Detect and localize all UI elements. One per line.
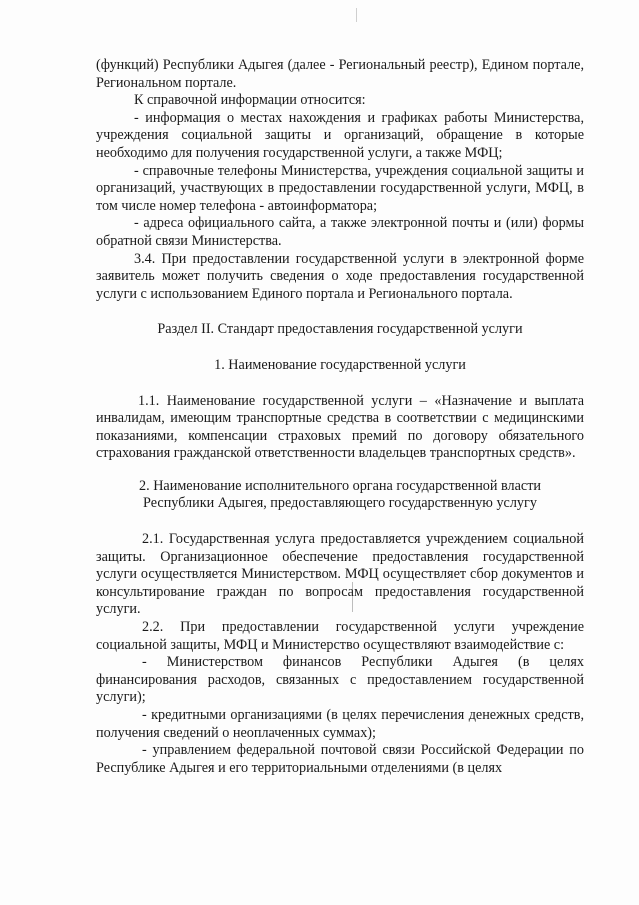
paragraph-2-2-item-finance: - Министерством финансов Республики Адыгея (в целях финансирования расходов, связанных с предоставлением государственной услуги);: [96, 654, 584, 706]
paragraph-2-2-item-credit: - кредитными организациями (в целях перечисления денежных средств, получения сведений о неоплаченных суммах);: [96, 707, 584, 741]
paragraph-list-item-phones: - справочные телефоны Министерства, учреждения социальной защиты и организаций, участвующих в предоставлении государственной услуги, МФЦ, в том числе номер телефона - автоинформатора;: [96, 162, 584, 214]
paragraph-2-2: 2.2. При предоставлении государственной услуги учреждение социальной защиты, МФЦ и Министерство осуществляют взаимодействие с:: [96, 619, 584, 653]
paragraph-1-1: 1.1. Наименование государственной услуги – «Назначение и выплата инвалидам, имеющим транспортные средства в соответствии с медицинскими показаниями, компенсации страховых премий по договору обязательного страхования гражданской ответственности владельцев транспортных средств».: [96, 392, 584, 462]
paragraph-3-4: 3.4. При предоставлении государственной услуги в электронной форме заявитель может получить сведения о ходе предоставления государственной услуги с использованием Единого портала и Регионального портала.: [96, 250, 584, 302]
subsection-2-title-line-2: Республики Адыгея, предоставляющего государственную услугу: [143, 495, 537, 512]
paragraph-list-item-addresses: - адреса официального сайта, а также электронной почты и (или) формы обратной связи Министерства.: [96, 215, 584, 249]
paragraph-2-2-item-post: - управлением федеральной почтовой связи Российской Федерации по Республике Адыгея и его территориальными отделениями (в целях: [96, 742, 584, 776]
paragraph-list-item-locations: - информация о местах нахождения и графиках работы Министерства, учреждения социальной защиты и организаций, обращение в которые необходимо для получения государственной услуги, а также МФЦ;: [96, 109, 584, 161]
scan-artifact-top: [356, 8, 357, 22]
paragraph-continuation: (функций) Республики Адыгея (далее - Региональный реестр), Едином портале, Региональном портале.: [96, 57, 584, 91]
section-title: Раздел II. Стандарт предоставления государственной услуги: [157, 321, 523, 338]
paragraph-2-1: 2.1. Государственная услуга предоставляется учреждением социальной защиты. Организационное обеспечение предоставления государственной услуги осуществляется Министерством. МФЦ осуществляет сбор документов и консультирование граждан по вопросам предоставления государственной услуги.: [96, 531, 584, 618]
subsection-1-title: 1. Наименование государственной услуги: [214, 356, 466, 373]
subsection-2-title-line-1: 2. Наименование исполнительного органа государственной власти: [139, 477, 541, 494]
paragraph-reference-info: К справочной информации относится:: [134, 92, 366, 109]
document-body: [96, 57, 584, 777]
